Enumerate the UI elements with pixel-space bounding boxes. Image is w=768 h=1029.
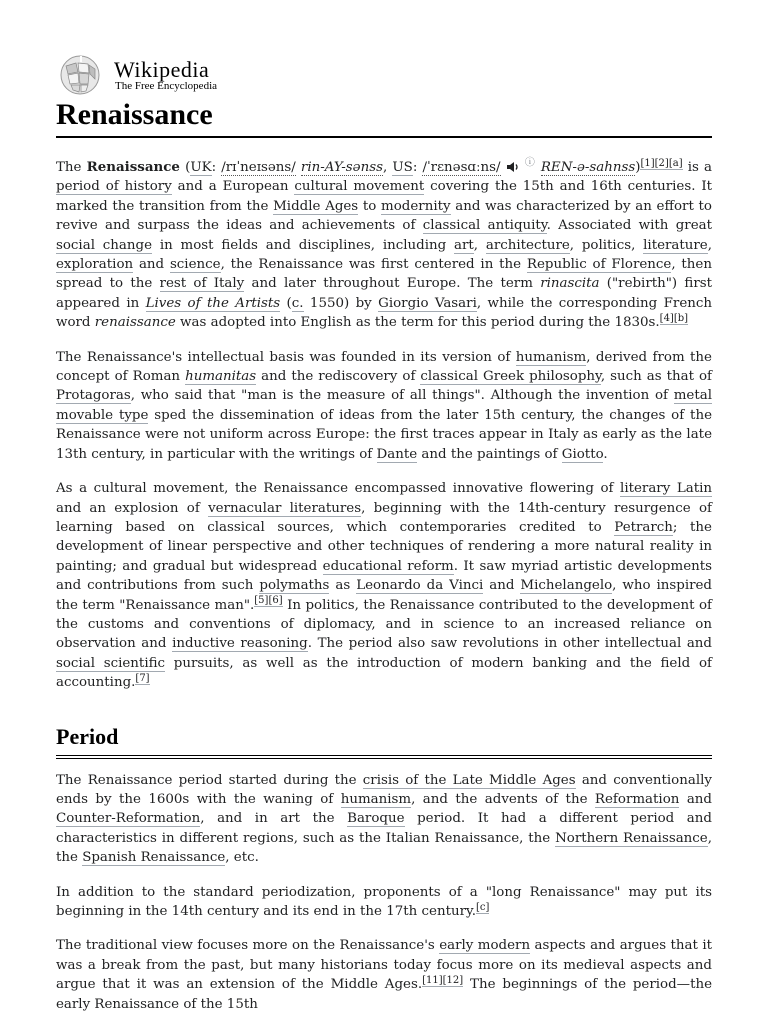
- text: and: [483, 578, 521, 594]
- ref-12[interactable]: [12]: [442, 974, 464, 986]
- period-paragraph-2: [56, 883, 712, 922]
- link-exploration[interactable]: exploration: [56, 257, 134, 273]
- link-vernacular-literatures[interactable]: vernacular literatures: [208, 500, 362, 516]
- text: . It saw myriad artistic developments and contributions from such: [56, 558, 713, 594]
- text: The traditional view focuses more on the Renaissance's: [56, 938, 440, 954]
- link-leonardo-da-vinci[interactable]: Leonardo da Vinci: [356, 578, 484, 594]
- text: , then spread to the: [56, 257, 712, 292]
- info-icon[interactable]: ⓘ: [524, 157, 536, 169]
- ipa-uk-link[interactable]: /rɪˈneɪsəns/: [221, 160, 296, 175]
- text: period. It had a different period and characteristics in different regions, such as the Italian Renaissance, the: [56, 811, 712, 846]
- ref-1[interactable]: [1]: [640, 157, 655, 169]
- text: , while the corresponding French word: [56, 295, 713, 331]
- wikipedia-tagline: The Free Encyclopedia: [115, 80, 218, 92]
- link-literary-latin[interactable]: literary Latin: [620, 481, 712, 497]
- text: ,: [382, 160, 393, 175]
- text: , who inspired the term "Renaissance man".: [56, 578, 713, 613]
- text: The: [56, 160, 87, 175]
- ref-7[interactable]: [7]: [135, 672, 150, 684]
- text: In politics, the Renaissance contributed to the development of the customs and conventions of diplomacy, and in science to an increased reliance on observation and: [56, 597, 712, 652]
- lead-paragraph-2: [56, 348, 712, 464]
- link-circa[interactable]: c.: [291, 295, 304, 311]
- lead-paragraph-1: [56, 158, 712, 333]
- link-polymaths[interactable]: polymaths: [259, 578, 330, 594]
- text: to: [358, 198, 382, 214]
- link-period-of-history[interactable]: period of history: [56, 179, 172, 195]
- link-republic-of-florence[interactable]: Republic of Florence: [526, 257, 672, 273]
- link-northern-renaissance[interactable]: Northern Renaissance: [555, 830, 708, 846]
- text: . The period also saw revolutions in other intellectual and: [307, 636, 713, 652]
- section-heading-period: Period: [56, 723, 712, 759]
- text: ; the development of linear perspective and other techniques of rendering a more natural reality in painting; and gradual but widespread: [56, 519, 712, 574]
- text: ("rebirth") first appeared in: [56, 276, 712, 311]
- link-architecture[interactable]: architecture: [485, 237, 570, 253]
- speaker-icon[interactable]: [506, 161, 520, 173]
- link-middle-ages[interactable]: Middle Ages: [273, 198, 359, 214]
- text: covering the 15th and 16th centuries. It marked the transition from the: [56, 179, 712, 214]
- link-art[interactable]: art: [454, 237, 474, 253]
- link-social-scientific[interactable]: social scientific: [56, 655, 166, 671]
- link-social-change[interactable]: social change: [56, 237, 153, 253]
- link-inductive-reasoning[interactable]: inductive reasoning: [172, 636, 308, 652]
- period-paragraph-3: [56, 936, 712, 1014]
- text: (: [280, 295, 292, 311]
- link-humanism[interactable]: humanism: [515, 349, 587, 365]
- link-classical-antiquity[interactable]: classical antiquity: [422, 218, 547, 234]
- text: and: [133, 257, 170, 273]
- link-protagoras[interactable]: Protagoras: [56, 388, 131, 404]
- text: and a European: [171, 179, 295, 195]
- link-literature[interactable]: literature: [643, 237, 708, 253]
- text: in most fields and disciplines, including: [152, 237, 455, 253]
- article-body: [56, 158, 712, 1029]
- link-crisis-late-middle-ages[interactable]: crisis of the Late Middle Ages: [362, 772, 576, 788]
- text: and later throughout Europe. The term: [244, 276, 541, 292]
- link-spanish-renaissance[interactable]: Spanish Renaissance: [82, 850, 226, 866]
- text: , etc.: [225, 850, 259, 866]
- text: , politics,: [569, 237, 644, 253]
- text: and the paintings of: [417, 446, 562, 462]
- text: :: [211, 160, 222, 175]
- text: and was characterized by an effort to revive and surpass the ideas and achievements of: [56, 198, 712, 234]
- wikipedia-wordmark: Wikipedia: [114, 57, 210, 82]
- ref-c[interactable]: [c]: [476, 901, 490, 913]
- text: as: [329, 578, 357, 594]
- text: , the: [56, 830, 712, 866]
- link-humanism[interactable]: humanism: [340, 791, 412, 807]
- link-dante[interactable]: Dante: [376, 446, 418, 462]
- text: ,: [473, 237, 486, 253]
- link-modernity[interactable]: modernity: [381, 198, 451, 214]
- period-paragraph-1: [56, 771, 712, 868]
- text: pursuits, as well as the introduction of modern banking and the field of accounting.: [56, 655, 712, 691]
- text: , who said that "man is the measure of all things". Although the invention of: [130, 388, 674, 404]
- uk-link[interactable]: UK: [190, 160, 212, 175]
- link-lives-of-the-artists[interactable]: Lives of the Artists: [145, 295, 281, 311]
- ref-b[interactable]: [b]: [673, 312, 689, 324]
- article-term: Renaissance: [86, 159, 180, 175]
- respell-us-link[interactable]: REN-ə-sahnss: [540, 160, 636, 175]
- link-humanitas[interactable]: humanitas: [185, 369, 257, 385]
- wikipedia-logo[interactable]: [56, 54, 236, 96]
- link-educational-reform[interactable]: educational reform: [322, 558, 454, 574]
- text: , and the advents of the: [411, 791, 595, 807]
- text: is a: [682, 160, 713, 175]
- page-title: Renaissance: [56, 96, 712, 138]
- link-baroque[interactable]: Baroque: [347, 811, 405, 827]
- link-michelangelo[interactable]: Michelangelo: [520, 578, 613, 594]
- text: and conventionally ends by the 1600s with the waning of: [56, 772, 712, 807]
- text: . Associated with great: [546, 218, 712, 234]
- text: aspects and argues that it was a break from the past, but many historians today focus more on its medieval aspects and argue that it was an extension of the Middle Ages.: [56, 938, 712, 993]
- text: .: [603, 446, 608, 462]
- ref-11[interactable]: [11]: [422, 974, 443, 986]
- text: , beginning with the 14th-century resurgence of learning based on classical sources, which contemporaries credited to: [56, 500, 712, 535]
- text: As a cultural movement, the Renaissance encompassed innovative flowering of: [56, 481, 621, 497]
- link-cultural-movement[interactable]: cultural movement: [294, 179, 425, 195]
- text: was adopted into English as the term for this period during the 1830s.: [175, 315, 660, 331]
- text: and an explosion of: [56, 500, 209, 516]
- ref-4[interactable]: [4]: [659, 312, 674, 324]
- link-giotto[interactable]: Giotto: [561, 446, 604, 462]
- italic-term: renaissance: [94, 315, 176, 331]
- ref-2[interactable]: [2]: [654, 157, 669, 169]
- text: 1550) by: [303, 295, 379, 311]
- text: , derived from the concept of Roman: [56, 349, 712, 385]
- lead-paragraph-3: [56, 479, 712, 692]
- link-science[interactable]: science: [169, 257, 221, 273]
- text: (: [179, 160, 191, 175]
- ipa-us-link[interactable]: /ˈrɛnəsɑːns/: [422, 160, 501, 175]
- text: :: [412, 160, 423, 175]
- link-petrarch[interactable]: Petrarch: [614, 519, 673, 535]
- text: In addition to the standard periodization, proponents of a "long Renaissance" may put its beginning in the 14th century and its end in the 17th century.: [56, 884, 712, 919]
- text: , the Renaissance was first centered in the: [220, 257, 527, 273]
- text: The Renaissance period started during the: [56, 772, 363, 788]
- ref-5[interactable]: [5]: [254, 595, 269, 607]
- link-classical-greek-philosophy[interactable]: classical Greek philosophy: [420, 369, 601, 385]
- link-reformation[interactable]: Reformation: [594, 791, 680, 807]
- link-metal-movable-type[interactable]: metal movable type: [56, 388, 712, 423]
- link-early-modern[interactable]: early modern: [439, 938, 531, 954]
- text: , and in art the: [200, 811, 348, 827]
- wikipedia-globe-icon: [56, 54, 104, 96]
- link-counter-reformation[interactable]: Counter-Reformation: [56, 811, 201, 827]
- us-link[interactable]: US: [392, 160, 413, 175]
- text: The beginnings of the period—the early Renaissance of the 15th: [56, 977, 712, 1012]
- link-rest-of-italy[interactable]: rest of Italy: [159, 276, 245, 292]
- text: ): [635, 160, 641, 175]
- ref-6[interactable]: [6]: [268, 595, 283, 607]
- text: and the rediscovery of: [256, 369, 421, 385]
- italic-term: rinascita: [540, 276, 600, 292]
- respell-uk-link[interactable]: rin-AY-sənss: [300, 160, 383, 175]
- text: The Renaissance's intellectual basis was founded in its version of: [56, 349, 516, 365]
- text: ,: [707, 237, 712, 253]
- text: sped the dissemination of ideas from the later 15th century, the changes of the Renaissance were not uniform across Europe: the first traces appear in Italy as early as the late 13th century, in particular with the writings of: [56, 407, 712, 462]
- text: and: [679, 791, 712, 807]
- ref-a[interactable]: [a]: [668, 157, 683, 169]
- text: , such as that of: [600, 369, 712, 385]
- link-giorgio-vasari[interactable]: Giorgio Vasari: [378, 295, 477, 311]
